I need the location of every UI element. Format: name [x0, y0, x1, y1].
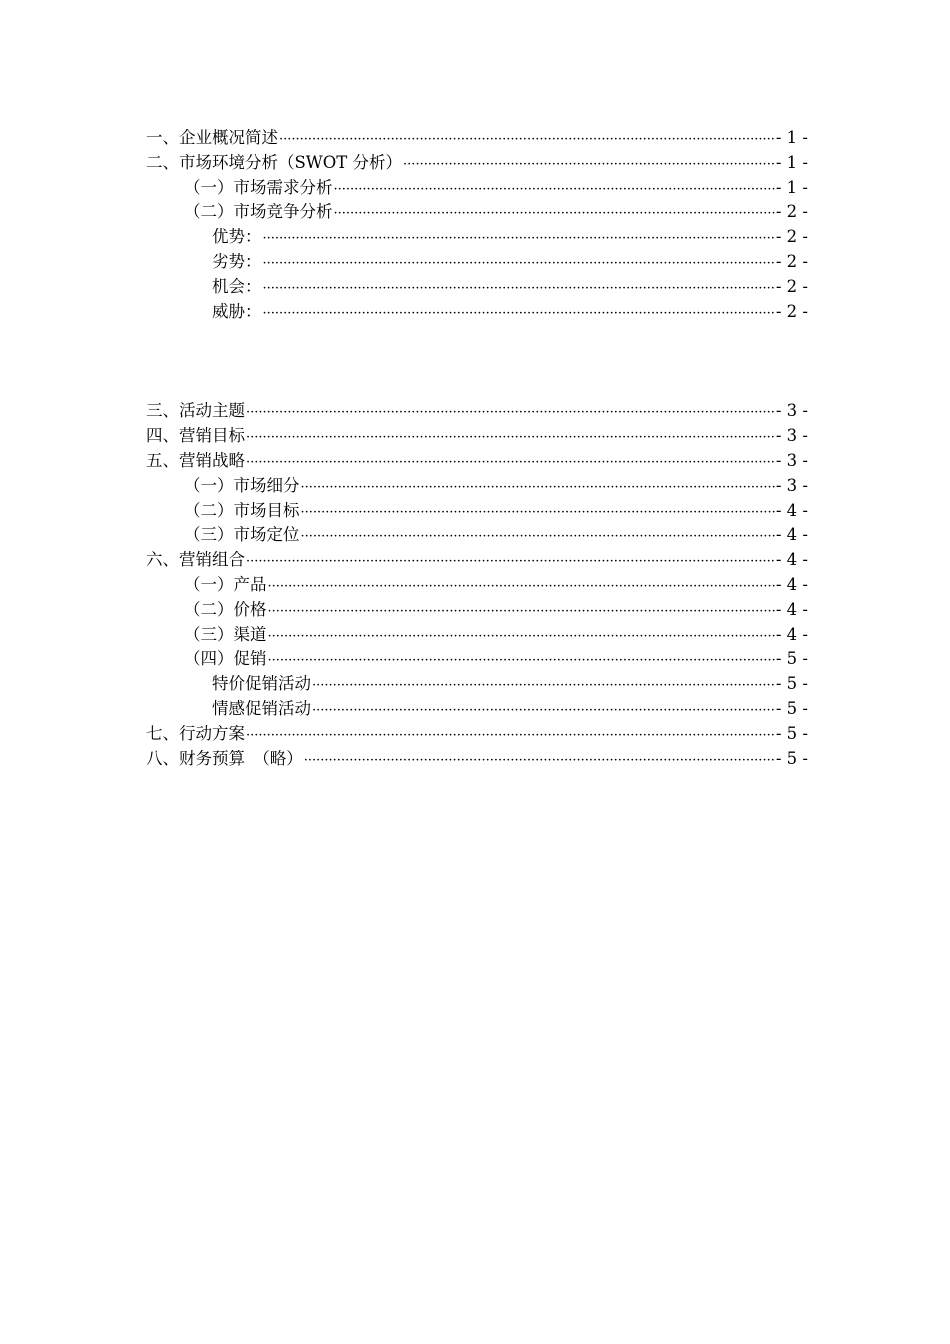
toc-dot-leader [246, 449, 775, 476]
toc-entry[interactable] [146, 474, 808, 499]
toc-entry-title: 机会： [212, 276, 262, 296]
toc-dot-leader [246, 424, 775, 451]
toc-entry[interactable] [146, 548, 808, 573]
toc-entry-page: - 5 - [775, 698, 808, 718]
toc-dot-leader [301, 499, 775, 526]
toc-entry-title: （四）促销 [184, 649, 267, 669]
toc-entry-page: - 3 - [775, 426, 808, 446]
toc-entry-title: 威胁： [212, 301, 262, 321]
toc-entry-title: （二）市场目标 [184, 500, 300, 520]
toc-entry[interactable] [146, 424, 808, 449]
toc-entry[interactable] [146, 573, 808, 598]
toc-dot-leader [403, 151, 775, 178]
toc-entry-page: - 2 - [775, 202, 808, 222]
toc-entry-page: - 3 - [775, 475, 808, 495]
toc-entry-title: 二、市场环境分析（SWOT 分析） [146, 152, 403, 172]
toc-entry-page: - 5 - [775, 649, 808, 669]
toc-entry[interactable] [146, 647, 808, 672]
toc-entry-title: 三、活动主题 [146, 401, 245, 421]
toc-group-2 [146, 399, 808, 771]
toc-dot-leader [268, 573, 775, 600]
toc-entry[interactable] [146, 275, 808, 300]
toc-entry[interactable] [146, 250, 808, 275]
toc-dot-leader [268, 623, 775, 650]
toc-entry[interactable] [146, 225, 808, 250]
toc-entry[interactable] [146, 300, 808, 325]
toc-group-1 [146, 126, 808, 324]
toc-entry-page: - 3 - [775, 401, 808, 421]
toc-entry-page: - 1 - [775, 177, 808, 197]
toc-entry-title: （三）市场定位 [184, 525, 300, 545]
toc-entry-page: - 4 - [775, 624, 808, 644]
toc-dot-leader [268, 647, 775, 674]
toc-entry[interactable] [146, 449, 808, 474]
toc-entry-title: 优势： [212, 227, 262, 247]
toc-entry[interactable] [146, 151, 808, 176]
toc-entry[interactable] [146, 598, 808, 623]
toc-entry-title: （三）渠道 [184, 624, 267, 644]
toc-entry-title: 情感促销活动 [212, 698, 311, 718]
toc-entry-title: 七、行动方案 [146, 723, 245, 743]
toc-entry-page: - 2 - [775, 227, 808, 247]
toc-dot-leader [279, 126, 775, 153]
toc-entry-title: （一）市场需求分析 [184, 177, 333, 197]
toc-entry-title: 六、营销组合 [146, 550, 245, 570]
toc-dot-leader [263, 250, 775, 277]
toc-entry[interactable] [146, 697, 808, 722]
toc-dot-leader [246, 548, 775, 575]
toc-dot-leader [304, 747, 775, 774]
toc-dot-leader [301, 474, 775, 501]
toc-dot-leader [301, 523, 775, 550]
toc-dot-leader [312, 697, 775, 724]
toc-entry-page: - 4 - [775, 525, 808, 545]
toc-gap [146, 324, 808, 399]
toc-dot-leader [334, 200, 775, 227]
toc-dot-leader [263, 275, 775, 302]
toc-entry-page: - 5 - [775, 674, 808, 694]
toc-entry-page: - 4 - [775, 599, 808, 619]
toc-entry-title: 八、财务预算 （略） [146, 748, 303, 768]
toc-entry[interactable] [146, 499, 808, 524]
toc-entry-page: - 5 - [775, 723, 808, 743]
toc-dot-leader [246, 722, 775, 749]
toc-entry[interactable] [146, 200, 808, 225]
toc-entry-page: - 4 - [775, 500, 808, 520]
toc-entry[interactable] [146, 672, 808, 697]
toc-entry-title: 特价促销活动 [212, 674, 311, 694]
toc-entry-title: 四、营销目标 [146, 426, 245, 446]
toc-entry[interactable] [146, 399, 808, 424]
toc-entry-page: - 1 - [775, 128, 808, 147]
table-of-contents [146, 126, 808, 771]
toc-entry-title: （一）产品 [184, 574, 267, 594]
toc-entry-page: - 2 - [775, 276, 808, 296]
toc-entry-page: - 2 - [775, 251, 808, 271]
toc-entry[interactable] [146, 523, 808, 548]
toc-entry-title: 劣势： [212, 251, 262, 271]
toc-dot-leader [312, 672, 775, 699]
toc-dot-leader [263, 300, 775, 327]
toc-entry-page: - 4 - [775, 574, 808, 594]
toc-entry-page: - 5 - [775, 748, 808, 768]
toc-entry-page: - 1 - [775, 152, 808, 172]
toc-entry-title: （二）价格 [184, 599, 267, 619]
toc-entry-page: - 4 - [775, 550, 808, 570]
toc-dot-leader [246, 399, 775, 426]
toc-dot-leader [268, 598, 775, 625]
toc-entry[interactable] [146, 747, 808, 772]
toc-entry-title: （一）市场细分 [184, 475, 300, 495]
toc-entry-page: - 2 - [775, 301, 808, 321]
toc-entry[interactable] [146, 623, 808, 648]
toc-dot-leader [263, 225, 775, 252]
toc-entry[interactable] [146, 176, 808, 201]
toc-entry-title: 五、营销战略 [146, 450, 245, 470]
toc-dot-leader [334, 176, 775, 203]
toc-entry[interactable] [146, 722, 808, 747]
toc-entry-page: - 3 - [775, 450, 808, 470]
toc-entry[interactable] [146, 126, 808, 151]
toc-entry-title: （二）市场竞争分析 [184, 202, 333, 222]
toc-entry-title: 一、企业概况简述 [146, 128, 278, 147]
